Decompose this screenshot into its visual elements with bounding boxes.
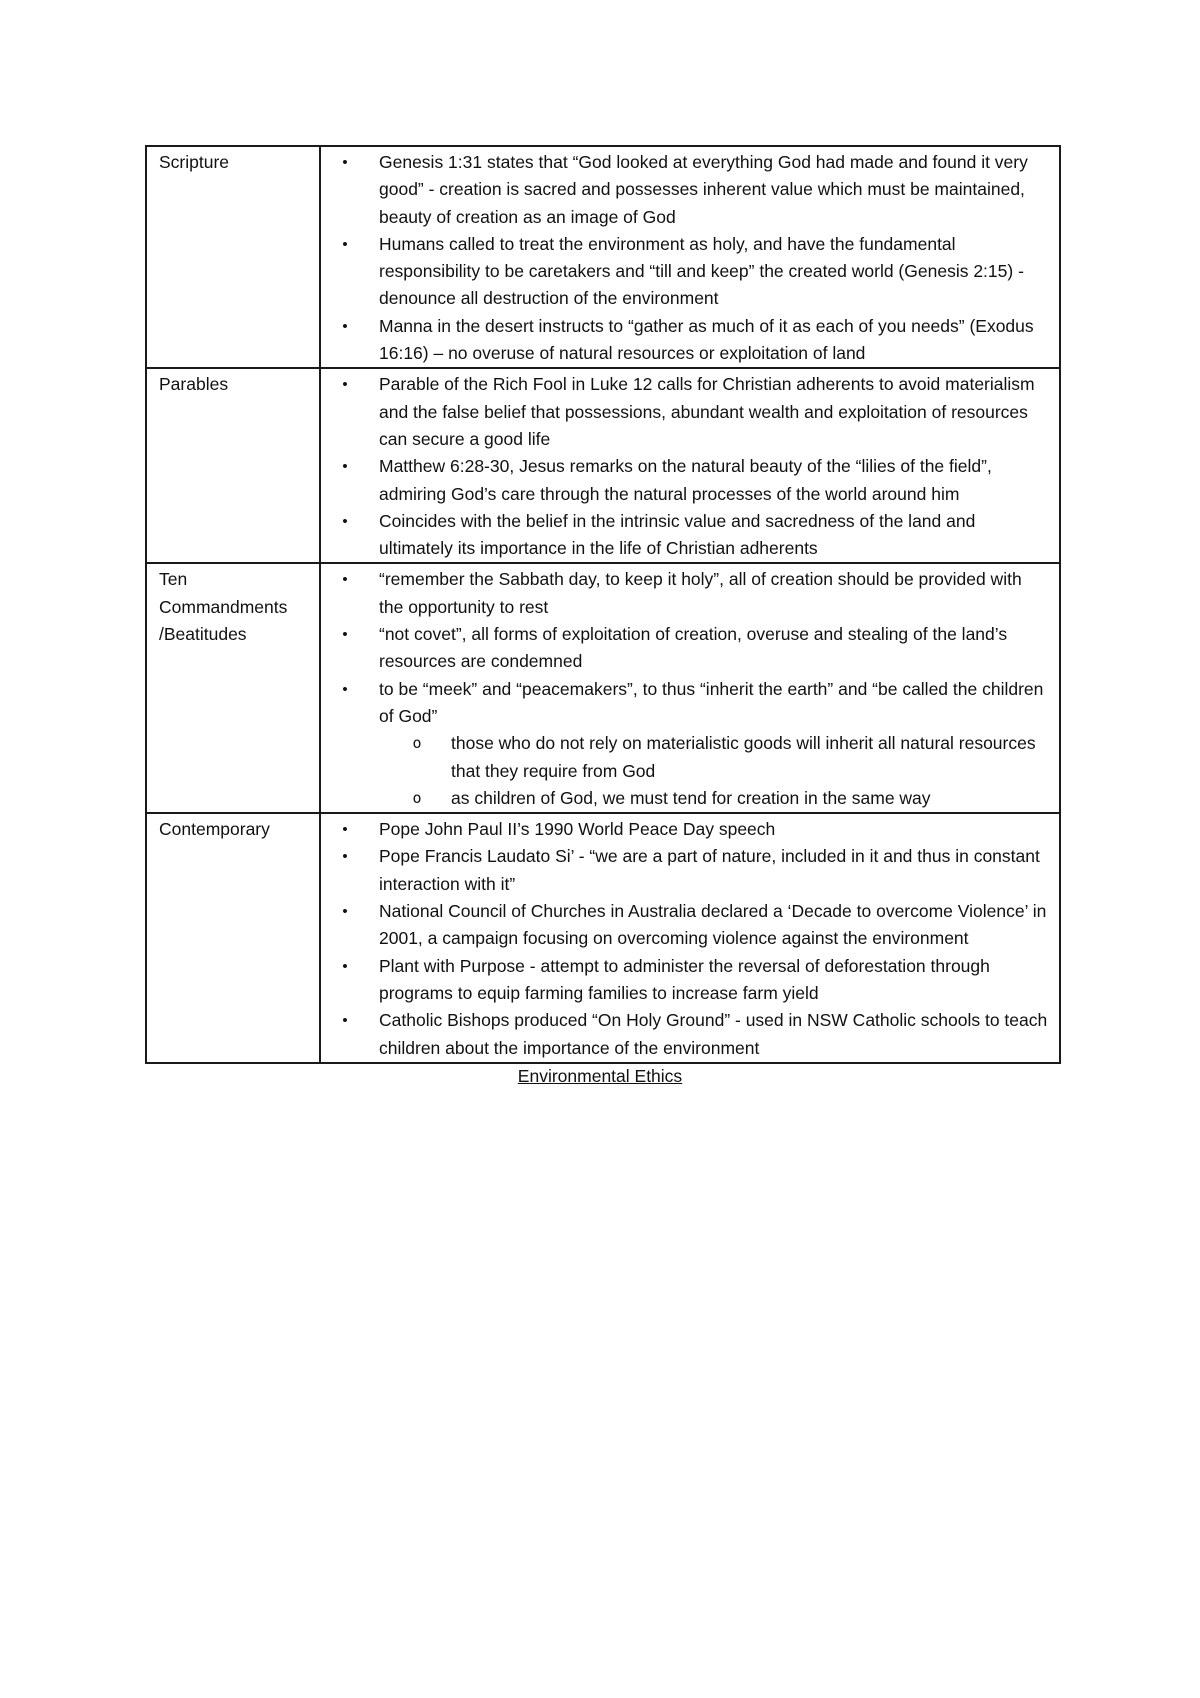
ethics-notes-table (145, 145, 1061, 1064)
bullet-text: to be “meek” and “peacemakers”, to thus “inherit the earth” and “be called the children of God” (379, 678, 1044, 726)
bullet-icon: • (342, 317, 348, 335)
row-label: Ten Commandments /Beatitudes (159, 569, 288, 645)
bullet-icon: • (342, 821, 348, 839)
bullet-icon: • (342, 154, 348, 171)
row-label: Parables (159, 374, 229, 395)
row-label-cell (146, 563, 320, 813)
list-item (333, 621, 1049, 676)
bullet-text: “not covet”, all forms of exploitation of creation, overuse and stealing of the land’s resources are condemned (379, 624, 1008, 672)
bullet-list (333, 566, 1049, 812)
bullet-text: Genesis 1:31 states that “God looked at everything God had made and found it very good” - creation is sacred and possesses inherent value which must be maintained, beauty of creation as an image of God (379, 152, 1028, 227)
sub-bullet-text: as children of God, we must tend for creation in the same way (451, 787, 931, 808)
row-label: Contemporary (159, 819, 270, 840)
list-item (333, 1007, 1049, 1062)
list-item (333, 453, 1049, 508)
row-content-cell (320, 813, 1060, 1063)
row-label: Scripture (159, 152, 230, 172)
table-row (146, 146, 1060, 368)
list-item (333, 816, 1049, 843)
row-content-cell (320, 146, 1060, 368)
bullet-text: Catholic Bishops produced “On Holy Ground” - used in NSW Catholic schools to teach children about the importance of the environment (379, 1010, 1048, 1058)
list-item (333, 898, 1049, 953)
bullet-text: Pope Francis Laudato Si’ - “we are a part of nature, included in it and thus in constant interaction with it” (379, 846, 1040, 894)
list-item (333, 566, 1049, 621)
bullet-text: Pope John Paul II’s 1990 World Peace Day speech (379, 819, 776, 840)
table-row (146, 563, 1060, 813)
bullet-icon: • (342, 458, 348, 476)
bullet-icon: • (342, 680, 348, 698)
list-item (333, 149, 1049, 231)
bullet-icon: • (342, 571, 348, 589)
list-item (333, 371, 1049, 453)
list-item (333, 313, 1049, 368)
bullet-text: Coincides with the belief in the intrinsic value and sacredness of the land and ultimately its importance in the life of Christian adherents (379, 510, 976, 559)
bullet-icon: • (342, 512, 348, 530)
sub-list-item (379, 730, 1049, 785)
bullet-icon: • (342, 376, 348, 394)
row-label-cell (146, 813, 320, 1063)
bullet-list (333, 149, 1049, 367)
sub-bullet-icon: o (412, 788, 422, 807)
bullet-text: “remember the Sabbath day, to keep it holy”, all of creation should be provided with the opportunity to rest (379, 569, 1022, 617)
list-item (333, 508, 1049, 563)
bullet-text: Plant with Purpose - attempt to administer the reversal of deforestation through programs to equip farming families to increase farm yield (379, 955, 990, 1003)
row-content-cell (320, 563, 1060, 813)
table-row (146, 813, 1060, 1063)
row-label-cell (146, 368, 320, 563)
bullet-text: Manna in the desert instructs to “gather as much of it as each of you needs” (Exodus 16:16) – no overuse of natural resources or exploitation of land (379, 315, 1034, 364)
bullet-text: Parable of the Rich Fool in Luke 12 calls for Christian adherents to avoid materialism and the false belief that possessions, abundant wealth and exploitation of resources can secure a good life (379, 374, 1035, 449)
bullet-list (333, 371, 1049, 562)
sub-bullet-text: those who do not rely on materialistic goods will inherit all natural resources that they require from God (451, 733, 1036, 781)
list-item (333, 843, 1049, 898)
list-item (333, 231, 1049, 313)
list-item (333, 676, 1049, 812)
document-caption: Environmental Ethics (517, 1066, 683, 1086)
list-item (333, 953, 1049, 1008)
bullet-icon: • (342, 626, 348, 644)
bullet-icon: • (342, 235, 348, 253)
row-content-cell (320, 368, 1060, 563)
bullet-icon: • (342, 903, 348, 921)
bullet-text: National Council of Churches in Australia declared a ‘Decade to overcome Violence’ in 2001, a campaign focusing on overcoming violence against the environment (379, 901, 1047, 949)
bullet-icon: • (342, 957, 348, 975)
bullet-icon: • (342, 848, 348, 866)
sub-bullet-icon: o (412, 734, 422, 753)
bullet-text: Matthew 6:28-30, Jesus remarks on the natural beauty of the “lilies of the field”, admiring God’s care through the natural processes of the world around him (379, 456, 992, 504)
table-row (146, 368, 1060, 563)
row-label-cell (146, 146, 320, 368)
sub-bullet-list (379, 730, 1049, 812)
bullet-icon: • (342, 1012, 348, 1030)
sub-list-item (379, 785, 1049, 812)
bullet-text: Humans called to treat the environment as holy, and have the fundamental responsibility to be caretakers and “till and keep” the created world (Genesis 2:15) - denounce all destruction of the environment (379, 233, 1024, 309)
bullet-list (333, 816, 1049, 1062)
